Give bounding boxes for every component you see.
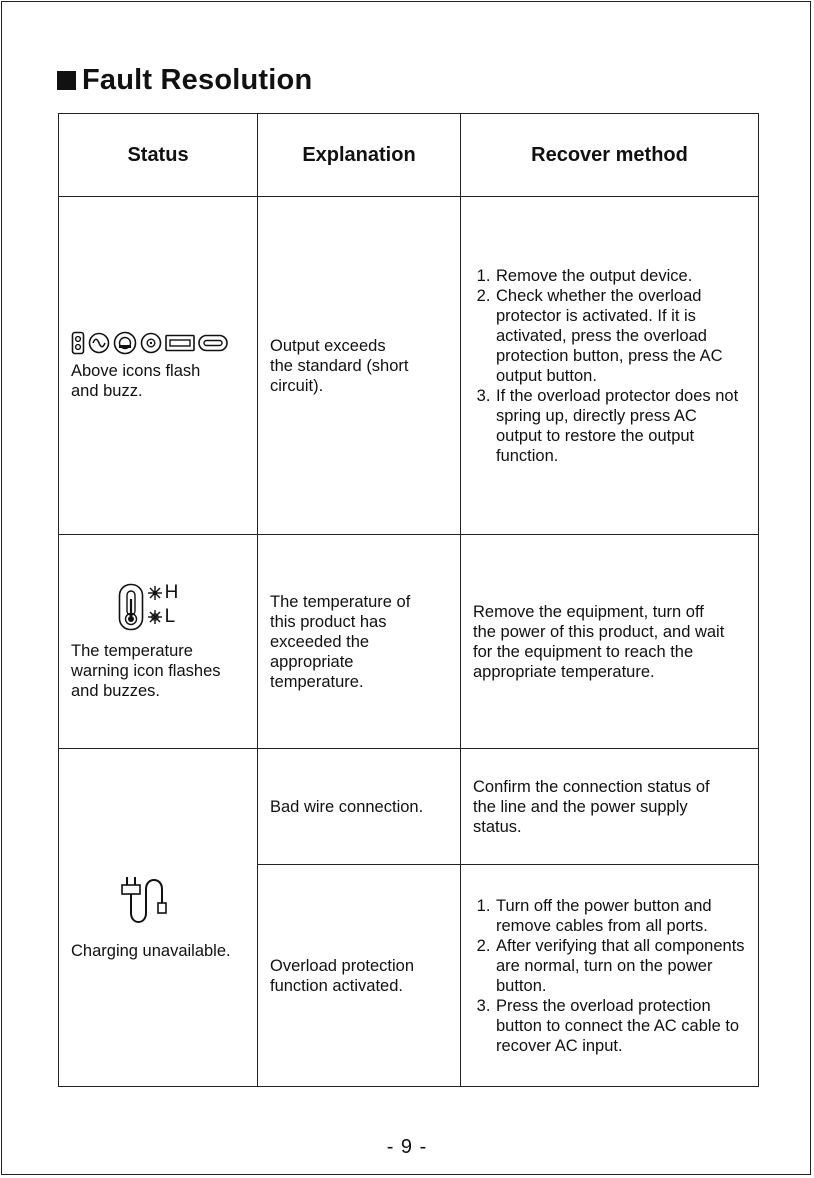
status-cell <box>59 749 258 1087</box>
battery-icon <box>71 331 85 355</box>
explanation-cell <box>258 865 461 1087</box>
page-title: Fault Resolution <box>82 63 313 96</box>
high-indicator <box>148 583 179 603</box>
ac-wave-icon <box>88 332 110 354</box>
charging-indicator <box>71 875 215 927</box>
title-bullet-icon <box>57 71 76 90</box>
thermometer-icon <box>118 583 144 631</box>
output-icons <box>71 331 245 355</box>
low-label: L <box>164 605 176 627</box>
explanation-text: The temperature of this product has exceeded the appropriate temperature. <box>270 592 411 691</box>
section-title <box>57 60 312 100</box>
recover-text: Remove the equipment, turn off the power of this product, and wait for the equipment to reach the appropriate temperature. <box>473 602 725 681</box>
status-text: Charging unavailable. <box>71 941 231 960</box>
recover-text: Confirm the connection status of the line and the power supply status. <box>473 777 710 836</box>
hl-indicators <box>148 583 179 627</box>
explanation-cell <box>258 535 461 749</box>
recover-cell <box>461 749 759 865</box>
page-number: - 9 - <box>386 1136 428 1158</box>
status-text: The temperature warning icon flashes and buzzes. <box>71 641 221 700</box>
explanation-text: Bad wire connection. <box>270 797 424 816</box>
usb-a-icon <box>165 334 195 352</box>
status-text: Above icons flash and buzz. <box>71 361 201 400</box>
fault-table <box>58 113 759 1087</box>
list-item: 3. If the overload protector does not spring up, directly press AC output to restore the output function. <box>495 386 746 466</box>
snowflake-icon <box>148 610 162 624</box>
table-row <box>59 197 759 535</box>
status-cell <box>59 535 258 749</box>
list-item: 3. Press the overload protection button to connect the AC cable to recover AC input. <box>495 996 746 1056</box>
usb-c-icon <box>198 334 228 352</box>
status-cell <box>59 197 258 535</box>
high-label: H <box>164 581 179 603</box>
recover-cell <box>461 865 759 1087</box>
header-explanation: Explanation <box>258 114 461 197</box>
dc-port-icon <box>140 332 162 354</box>
table-row <box>59 535 759 749</box>
table-row <box>59 749 759 865</box>
explanation-cell <box>258 197 461 535</box>
list-item: 2. Check whether the overload protector is activated. If it is activated, press the overload protection button, press the AC output button. <box>495 286 746 386</box>
low-indicator <box>148 607 179 627</box>
explanation-cell <box>258 749 461 865</box>
header-status: Status <box>59 114 258 197</box>
recover-cell <box>461 535 759 749</box>
header-recover-method: Recover method <box>461 114 759 197</box>
plug-icon <box>118 875 168 927</box>
list-item: 1. Turn off the power button and remove cables from all ports. <box>495 896 746 936</box>
explanation-text: Output exceeds the standard (short circuit). <box>270 336 409 395</box>
recover-cell <box>461 197 759 535</box>
list-item: 2. After verifying that all components are normal, turn on the power button. <box>495 936 746 996</box>
table-header-row <box>59 114 759 197</box>
car-charger-icon <box>113 331 137 355</box>
sun-icon <box>148 586 162 600</box>
explanation-text: Overload protection function activated. <box>270 956 414 995</box>
temperature-indicator <box>71 583 225 631</box>
recover-steps <box>473 266 746 466</box>
list-item: 1. Remove the output device. <box>495 266 746 286</box>
recover-steps <box>473 896 746 1056</box>
